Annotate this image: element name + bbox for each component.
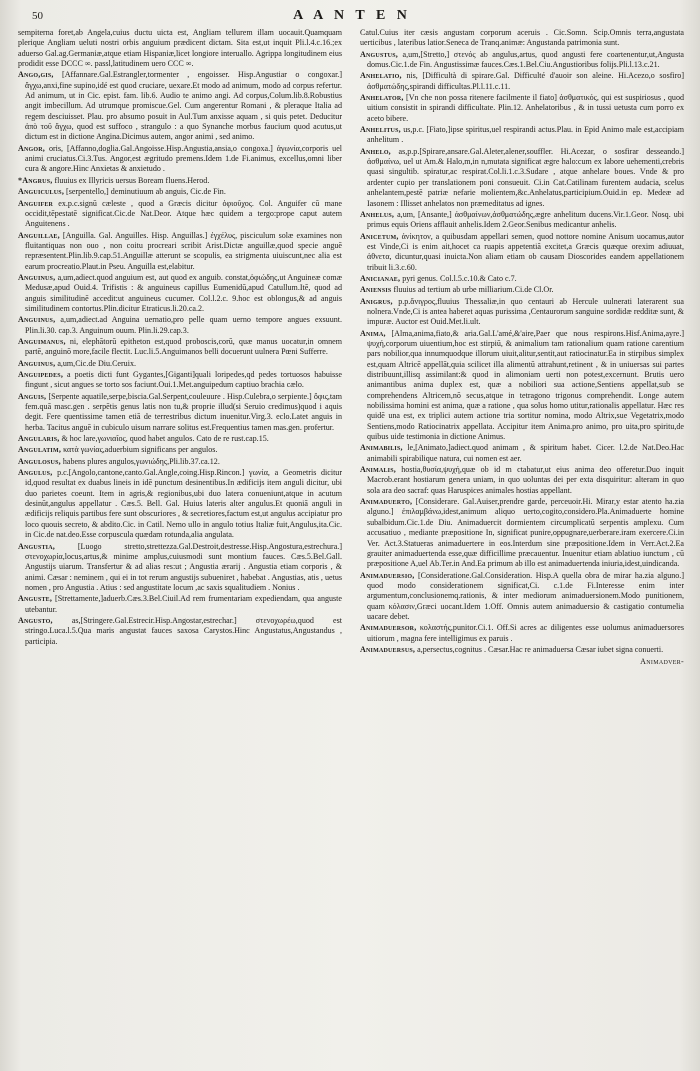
dictionary-entry: [18, 616, 342, 647]
entry-text: le,[Animato,]adiect.quod animam , & spiritum habet. Cicer. l.2.de Nat.Deo.Hac animabili spirabilique natura, cui nomen est aer.: [367, 443, 684, 463]
dictionary-entry: [360, 623, 684, 644]
dictionary-entry: [18, 187, 342, 197]
entry-headword: Angularis,: [18, 434, 60, 444]
entry-text: fluuius ad tertium ab urbe milliarium.Ci.de Cl.Or.: [393, 285, 554, 295]
catchword: Animadver-: [640, 657, 684, 667]
entry-headword: Anhelus,: [360, 209, 395, 219]
two-column-body: [18, 28, 686, 666]
dictionary-entry: [360, 93, 684, 124]
entry-text: pyri genus. Col.l.5.c.10.& Cato c.7.: [402, 273, 517, 283]
dictionary-entry: [360, 329, 684, 443]
dictionary-entry: [18, 231, 342, 272]
entry-text: a,um,adiect.quod anguium est, aut quod ex anguib. constat,ὀφιώδης,ut Anguineæ comæ Medusæ,apud Ouid.4. Trifistis : & anguineus capillus Eumenidū,apud Catullum.Itē, quod ad anguis similitudinē accedit:ut anguineus cucumer. Col.l.2.c. 9.hoc est oblongus,& ad anguis similitudinem contortus.Plin.dicitur Etraticus.li.20.ca.2.: [25, 272, 343, 313]
dictionary-entry: [360, 497, 684, 569]
dictionary-entry: [18, 594, 342, 615]
dictionary-entry: [360, 645, 684, 655]
entry-text: [Luogo stretto,strettezza.Gal.Destroit,destresse.Hisp.Angostura,estrechura.] στενοχωρία,locus,artus,& minime amplus,cuiusmodi sunt montium fauces. Cæs.5.Bel.Gall. Angustijs uiarum. Transfertur & ad alias res:ut ; Angustia ærarij . Angustia etiam corporis , & animi. Cæsar : neminem , qui ei in tot rerum angustijs subueniret , habebat . Angustias, atis , uetus nomen , pro Angustia . Atius : sed angustitate locum ,ac saxis squalitudiem . Nonius .: [25, 541, 343, 592]
entry-text: as,[Stringere.Gal.Estrecir.Hisp.Angostar,estrechar.] στενοχωρέω,quod est stringo.Luca.l.5.Qua maris angustat fauces saxosa Carystos.Hinc Angustatus,Angustandus , participia.: [25, 615, 343, 646]
entry-headword: Angulatim,: [18, 445, 62, 455]
dictionary-entry: [360, 232, 684, 273]
entry-headword: Anicetum,: [360, 231, 399, 241]
dictionary-entry: [18, 28, 342, 69]
dictionary-entry: [360, 443, 684, 464]
entry-headword: Anguste,: [18, 594, 53, 604]
entry-headword: Anhelatio,: [360, 71, 402, 81]
entry-text: us,p.c. [Fiato,]ipse spiritus,uel respirandi actus.Plau. in Epid Animo male est,accipiam anhelitum .: [367, 125, 685, 145]
entry-text: as,p.p.[Spirare,ansare.Gal.Aleter,alener,souffler. Hi.Acezar, o sosfirar desseando.] ἀσθμαίνω, uel ut Am.& Halo,m,in n,mutata significat ægre halo:cum ex labore uehementi,crebris quasi singultib. spiratur,ac respirat.Col.li.1.c.3.Sudare , atque anhelare boues. Vnde & pro ardenter cupio per translationem poni consueuit. Ci.in Cat.Catilinam furentem audacia, scelus anhelantem,pestē patriæ nefarie molientem,&c.Anhelatus,participium.Ouid.in ep. Medeæ ad Iasonem : Illisset anhelatos non præmeditatus ad ignes.: [367, 146, 685, 208]
dictionary-entry: [18, 315, 342, 336]
entry-headword: Angusto,: [18, 615, 53, 625]
entry-text: a,um,adiect.ad Anguina uernatio,pro pelle quam uerno tempore angues exsuunt. Plin.li.30. cap.3. Anguinum ouum. Plin.li.29.cap.3.: [25, 315, 343, 335]
entry-text: habens plures angulos,γωνιώδης,Pli.lib.37.ca.12.: [62, 456, 220, 466]
entry-text: ni, elephātorū epitheton est,quod proboscis,corū, quæ manus uocatur,in omnem partē, anguinō more,facile flectit. Luc.li.5.Anguimanos belli docuerunt uulnera Pœni Sufferre.: [25, 336, 342, 357]
entry-text: κατὰ γωνίας,aduerbium significans per angulos.: [63, 445, 218, 455]
entry-headword: Animabilis,: [360, 443, 403, 453]
entry-text: sempiterna foret,ab Angela,cuius ductu uicta est, Angliam tellurem illam uocauit.Quamquam plerique Angliam ueluti nostri orbis anguium prædicent dictam. Sita est,ut inquit Pli.l.4.c.16.;ex aduerso Gal.ag.Germaniæ,atque etiam Hispaniæ,licet longiore interuallo. Agrippa longitudinem eius prodidit esse DCCC ∞. passl,latitudinem uero CCC ∞.: [18, 28, 342, 69]
left-column: [18, 28, 342, 666]
entry-text: [Strettamente,]aduerb.Cæs.3.Bel.Ciuil.Ad rem frumentariam expediendam, qua anguste utebantur.: [25, 594, 342, 614]
entry-headword: Anguipedes,: [18, 370, 64, 379]
entry-headword: Anicianae,: [360, 273, 401, 283]
dictionary-entry: [360, 147, 684, 209]
running-head-title: A A N T E N: [293, 8, 411, 23]
entry-headword: Angor,: [18, 143, 46, 153]
dictionary-entry: [18, 370, 342, 391]
dictionary-entry: [18, 468, 342, 540]
entry-text: a poetis dicti funt Gygantes,[Giganti]quali loripedes,qd pedes tortuosos habuisse fingunt , sicut angues se torto sos faciunt.Oui.1.Met.anguipedum captiuo brachia cælo.: [25, 370, 342, 390]
entry-text: p.c.[Angolo,cantone,canto.Gal.Angle,coing.Hisp.Rincon.] γωνία, a Geometris dicitur id,quod resultat ex duabus lineis in idē punctum desinentibus.In ædificijs item anguli dicitur, ubi duo parietes coeunt. Item in agris,& regionibus,ubi duo latera conueniunt,atque in acutum desinūt,angulus appellatur . Cæs.5. Bell. Gal. Huius lateris alter angulus.Et quoniā anguli in ædificijs reliquis partibus fere sunt obscuriores , & secretiores,factum est,ut angulus accipiatur pro loco quouis secreto, & abdito.Cic. in Catil. Nemo ullo in angulo totius Italiæ fuit,Angulus,ita.Cic. in Cic.de nat.deo.Esse corpuscula quædam rotunda,alia angulata.: [25, 468, 343, 540]
entry-headword: *Angrus,: [18, 175, 53, 185]
entry-text: κολαστής,punitor.Ci.1. Off.Si acres ac diligentes esse uolumus animaduersores uitiorum , magna fere intelligimus ex paruis .: [367, 623, 685, 643]
entry-headword: Angulosus,: [18, 456, 61, 466]
dictionary-entry: [360, 571, 684, 623]
entry-headword: Anguinus,: [18, 358, 56, 368]
entry-text: ἀνίκητον, a quibusdam appellari semen, quod nottore nomine Anisum uocamus,autor est Vinde,Ci is enim ait,hocet ca ruapis appetentiã excitet,a Græcis quæque orexim adiuuat, ἀθνετα, dicuntur,quasi inuicta.Non aliam etiam ob causam Dioscorides eandem appellationem tribuit li.3.c.60.: [367, 231, 684, 272]
entry-headword: Anima,: [360, 328, 386, 338]
dictionary-entry: [18, 176, 342, 186]
dictionary-entry: [360, 125, 684, 146]
entry-headword: Anhelitus,: [360, 125, 401, 135]
entry-headword: Angustus,: [360, 49, 398, 59]
entry-text: fluuius ex Illyricis uersus Boream fluens.Herod.: [54, 175, 210, 185]
entry-headword: Anguinus,: [18, 315, 56, 325]
entry-text: a,persectus,cognitus . Cæsar.Hac re animaduersa Cæsar iubet signa conuerti.: [417, 644, 664, 654]
entry-text: [Anguilla. Gal. Anguilles. Hisp. Anguillas.] ἐγχέλυς, pisciculum solæ examines non fluitantiquas non ouo , non coitu procreari scribit Arist.Dictæ anguillæ,quod specie anguē repræsentent.Plin.lib.9.cap.51.Anguillæ atterunt se scopulis, ea strigmenta uiuiscunt,nec alia est earum procreatio.Plaut.in Pseu. Anguilla est,elabitur.: [25, 230, 342, 271]
entry-headword: Animaduersio,: [360, 570, 415, 580]
entry-headword: Anguimanus,: [18, 336, 66, 346]
entry-text: oris, [Affanno,doglia.Gal.Angoisse.Hisp.Angustia,ansia,o congoxa.] ἀγωνία,corporis uel animi cruciatus.Ci.3.Tus. Angor,est ægritudo premens.Idem 1.de Fi.animus, excellus,omni liber cura & angore.Hinc Anxietas & anxietudo .: [25, 143, 343, 174]
dictionary-entry: [18, 542, 342, 594]
right-column-entries: [360, 28, 684, 655]
dictionary-entry: [18, 359, 342, 369]
entry-text: [Alma,anima,fiato,& aria.Gal.L'amé,&'aire,Paer que nous respirons.Hisf.Anima,ayre.] ψυχή,corporum uiuentium,hoc est stirpiū, & animalium tam rationalium quam ratione carentium pars nobilior,qua innumquodque illorum uiuit,alitur,sentit,aut ratiocinatur.Ea in stirpibus simplex est,quam Altricē appellāt,quia scilicet illa alimentū attrahunt,retinent , & in uniuersas sui partes distribuunt,illisq assimilant:& quod in alimoniam uerti non potest,excernunt. Brutis uero animantibus anima duplex est, quæ a nobiliori sua actione,Sentiens appellat,sub se comprehendens Altricem,nō secus,atque in tetragono trigonus comprehendit. Longe autem nobilissima homini est anima, quæ a ratione , qua solus homo utitur,rationalis appellatur. Hæc res quidē una est, ex triplici autem actione tria sortitur nomina, modo Altrix,sue Vegetatrix,modo Sentiens,modo Ratiocinatrix appellata. Accipitur item Anima.pro animo, pro uita,pro spiritu,de quibus uide testimonia in dictione Animus.: [367, 328, 685, 442]
right-column: [360, 28, 684, 666]
dictionary-entry: [360, 50, 684, 71]
entry-text: a,um,Cic.de Diu.Ceruix.: [57, 358, 136, 368]
entry-headword: Anhelo,: [360, 146, 391, 156]
entry-headword: Angustia,: [18, 541, 55, 551]
dictionary-entry: [18, 434, 342, 444]
entry-headword: Anguinus,: [18, 272, 56, 282]
dictionary-entry: [18, 199, 342, 230]
dictionary-entry: [360, 71, 684, 92]
entry-text: [serpentello,] deminutiuum ab anguis, Cic.de Fin.: [66, 187, 226, 197]
page-number: 50: [32, 10, 43, 22]
entry-headword: Anguillae,: [18, 230, 60, 240]
entry-text: p.p.ἄνιγρος,fluuius Thessaliæ,in quo centauri ab Hercule uulnerati laterarent sua nolnera.Vnde,Ci is antea haberet aquas purissima ,Centaurorum sanguine sordidæ redditæ sunt, & impuræ. Auctor est Ouid.Met.li.ult.: [367, 296, 684, 327]
dictionary-entry: [360, 465, 684, 496]
entry-headword: Ango,gis,: [18, 70, 54, 80]
dictionary-entry: [360, 28, 684, 49]
entry-headword: Angulus,: [18, 468, 53, 478]
entry-text: a,um, [Ansante,] ἀσθμαίνων,ἀσθματώδης,ægre anhelitum ducens.Vir.1.Geor. Nosq. ubi primus equis Oriens afflauit anhelis.Idem 2.Geor.Senibus medicantur anhelis.: [367, 209, 684, 230]
entry-text: [Consideratione.Gal.Consideration. Hisp.A quella obra de mirar ha.zia alguno.] quod modo considerationem significat,Ci. c.1.de Fi.Interesse enim inter argumentum,conclusionemq.rationis, & inter mediorum animaduersionem.Modo punitionem, quam κόλασιν,Græci uocant.Idem 1.Off. Omnis autem animaduersio & castigatio contumelia uacare debet.: [367, 570, 684, 621]
entry-headword: Anguiculus,: [18, 187, 65, 197]
entry-text: Catul.Cuius iter cæsis angustam corporum aceruis . Cic.Somn. Scip.Omnis terra,angustata uerticibus , lateribus latior.Seneca de Tranq.animæ: Angustanda patrimonia sunt.: [360, 28, 684, 48]
entry-headword: Animalis,: [360, 465, 396, 475]
running-head: [18, 8, 686, 24]
dictionary-entry: [360, 274, 684, 284]
entry-headword: Anhelator,: [360, 93, 404, 103]
dictionary-entry: [360, 285, 684, 295]
entry-text: hostia,θυσία,ψυχή,quæ ob id m ctabatur,ut eius anima deo offeretur.Duo inquit Macrob.erant hostiarum genera uniam, in quo uoluntas dei per exta disquiritur: alteram in quo sola ara deo sacraf: quas Haruspices animales hostias appellant.: [367, 465, 684, 495]
entry-text: [Serpente aquatile,serpe,biscia.Gal.Serpent,couleuure . Hisp.Culebra,o serpiente.] ὄφις,tam fem.quā masc.gen . serpētis genus latis non tu,& proprie illud(si Seruio credimus)quod i aquis degit. Fere quentissime tamen etiā de terrestribus dictum inuenitur.Virg.3. eclo.Latet anguis in herba. Tacitus anguē in cubiculo uisum narrare solitus est.Frequentius tamen mas.gen. profertur.: [25, 391, 343, 432]
entry-headword: Anigrus,: [360, 296, 393, 306]
entry-headword: Aniensis: [360, 285, 392, 295]
entry-text: nis, [Difficultà di spirare.Gal. Difficulté d'auoir son aleine. Hi.Acezo,o sosfiro] ἀσθματώδης,spirandi difficultas.Pl.l.11.c.11.: [367, 71, 684, 91]
dictionary-entry: [18, 392, 342, 433]
dictionary-entry: [18, 144, 342, 175]
entry-text: [Considerare. Gal.Auiser,prendre garde, perceuoir.Hi. Mirar,y estar atento ha.zia alguno.] ἐπιλαμβάνω,idest,animum aliquo uerto,cogito,considero.Pla.Animaduerte homine subalbidum.Cic.1.de Diu. Animaduercit dormientem circumplicatū serpentis amplexu. Cum accusatiuo , mediante præpositione In, significat punire,oppugnare,uerberare.iram exercere.Ci.in Ver. Act.3.Statueras animaduertere in eos.Interdum sine præpositione.Idem in Verr.Act.2.Ea grauiter animaduertenda esse,quæ difficillime præcauentur. Inuenitur etiam ablatiuo iunctum , cū præpositione A,uel Ab.Ter.in And.Ea primum ab illo est animaduertenda iniuria,idest,uindicanda.: [367, 497, 684, 569]
entry-headword: Animaduersor,: [360, 623, 417, 633]
dictionary-entry: [18, 273, 342, 314]
entry-text: [Vn che non possa ritenere facilmente il fiato] ἀσθματικός, qui est suspiriosus , quod uitium consistit in spirandi difficultate. Plin.12. Anhelatoribus , & in tussi uetusta cum porro ex aceto bibere.: [367, 93, 684, 123]
entry-text: a,um,[Stretto,] στενός ab angulus,artus, quod angusti fere coartenentur,ut,Angusta domus.Cic.1.de Fin. Angustissimæ fauces.Cæs.1.Bel.Ciu.Angustioribus folijs.Pli.l.13.c.21.: [367, 49, 685, 70]
entry-headword: Anguifer: [18, 198, 54, 208]
entry-headword: Animaduerto,: [360, 497, 413, 507]
entry-headword: Animaduersus,: [360, 644, 416, 654]
entry-text: ex.p.c.signū cæleste , quod a Græcis dicitur ὀφιοῦχος. Col. Anguifer cū mane occidit,tēpestatē significat.Cic.de Nat.Deor. Atque hæc quidem a tergo:prope caput autem Anguitenens .: [25, 198, 342, 229]
entry-headword: Anguis,: [18, 391, 47, 401]
dictionary-entry: [18, 337, 342, 358]
dictionary-entry: [18, 457, 342, 467]
dictionary-entry: [18, 70, 342, 142]
dictionary-entry: [360, 297, 684, 328]
entry-text: & hoc lare,γωνιαῖος, quod habet angulos. Cato de re rust.cap.15.: [61, 434, 269, 444]
dictionary-entry: [360, 210, 684, 231]
dictionary-entry: [18, 445, 342, 455]
entry-text: [Affannare.Gal.Estrangler,tormenter , engoisser. Hisp.Angustiar o congoxar.] ἄγχω,anxi,fine supino,idé est quod cruciare, uexare.Et modo ad animum, modo ad corpus refertur. Ad animum, ut in Cic. epist. fam. lib.6. Audio te animo angi. Ad corpus,Colum.lib.8.Robustius angit imbecillum. Ad utrumque promiscue.Gel. Cum angerentur Romani , & pleraque Italia ad regem desciuisset. Plau. pro absumo posuit in Aul.Tum anxisse aquam , si quis petet. Deducitur ἀπὸ τοῦ ἄγχω, quod est suffoco , strangulo : a quo Synanche morbus faucium quod acutus,ut dictum est in dictione Angina.Dicimus autem, angor animi , sed animo.: [25, 70, 343, 142]
